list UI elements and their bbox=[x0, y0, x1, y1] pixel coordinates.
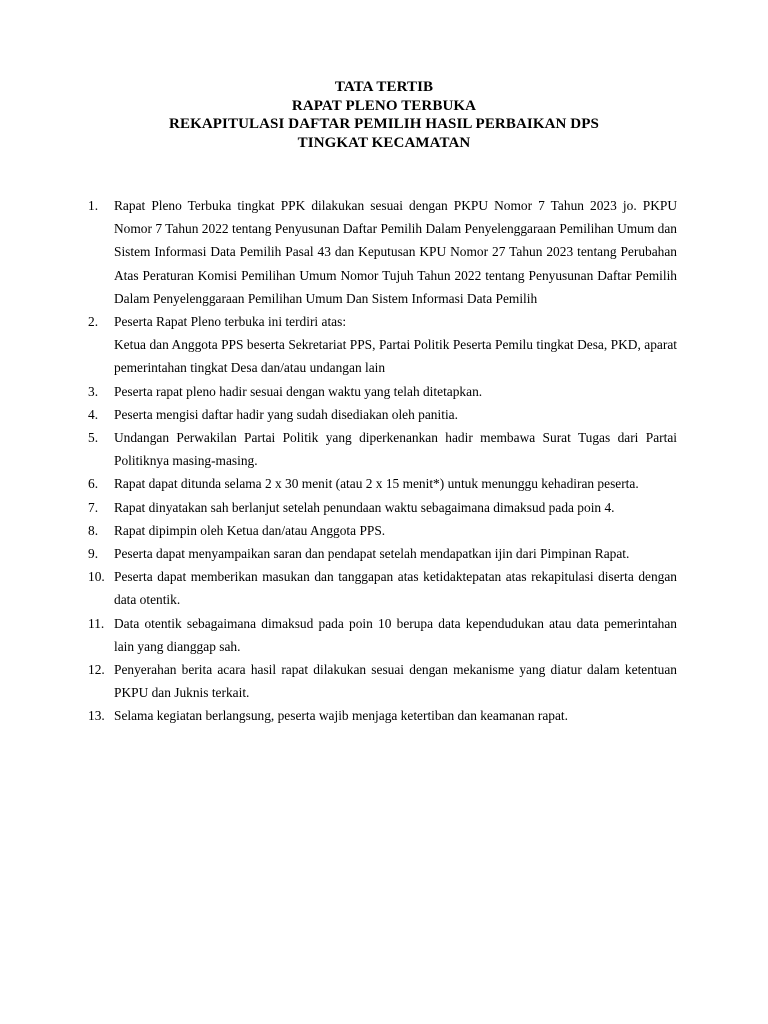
rule-item bbox=[88, 658, 677, 704]
rule-number: 6. bbox=[88, 476, 99, 492]
rule-item bbox=[88, 403, 677, 426]
rule-item bbox=[88, 612, 677, 658]
rule-number: 7. bbox=[88, 499, 99, 515]
rule-text: Peserta dapat memberikan masukan dan tanggapan atas ketidaktepatan atas rekapitulasi diserta dengan data otentik. bbox=[114, 569, 677, 608]
rule-number: 9. bbox=[88, 546, 99, 562]
rule-text: Undangan Perwakilan Partai Politik yang diperkenankan hadir membawa Surat Tugas dari Partai Politiknya masing-masing. bbox=[114, 430, 677, 469]
rule-text: Penyerahan berita acara hasil rapat dilakukan sesuai dengan mekanisme yang diatur dalam ketentuan PKPU dan Juknis terkait. bbox=[114, 662, 677, 701]
rule-number: 4. bbox=[88, 406, 99, 422]
rule-participants-text: Ketua dan Anggota PPS beserta Sekretariat PPS, Partai Politik Peserta Pemilu tingkat Desa, PKD, aparat pemerintahan tingkat Desa dan/atau undangan lain bbox=[114, 337, 677, 376]
rule-text: Selama kegiatan berlangsung, peserta wajib menjaga ketertiban dan keamanan rapat. bbox=[114, 708, 568, 724]
rule-text: Rapat Pleno Terbuka tingkat PPK dilakukan sesuai dengan PKPU Nomor 7 Tahun 2023 jo. PKPU Nomor 7 Tahun 2022 tentang Penyusunan Daftar Pemilih Dalam Penyelenggaraan Pemilihan Umum dan Sistem Informasi Data Pemilih Pasal 43 dan Keputusan KPU Nomor 27 Tahun 2023 tentang Perubahan Atas Peraturan Komisi Pemilihan Umum Nomor Tujuh Tahun 2022 tentang Penyusunan Daftar Pemilih Dalam Penyelenggaraan Pemilihan Umum Dan Sistem Informasi Data Pemilih bbox=[114, 198, 677, 306]
rule-item bbox=[88, 565, 677, 611]
title-line: TATA TERTIB bbox=[334, 79, 434, 95]
rule-item bbox=[88, 426, 677, 472]
rule-number: 2. bbox=[88, 314, 99, 330]
rule-text: Peserta Rapat Pleno terbuka ini terdiri atas: bbox=[114, 314, 347, 330]
rule-item bbox=[88, 519, 677, 542]
rule-item bbox=[88, 310, 677, 380]
rule-text: Peserta mengisi daftar hadir yang sudah disediakan oleh panitia. bbox=[114, 406, 458, 422]
title-line: REKAPITULASI DAFTAR PEMILIH HASIL PERBAIKAN DPS bbox=[169, 116, 599, 132]
rule-item bbox=[88, 704, 677, 727]
rule-number: 11. bbox=[88, 615, 105, 631]
rule-number: 8. bbox=[88, 522, 99, 538]
rule-text: Peserta dapat menyampaikan saran dan pendapat setelah mendapatkan ijin dari Pimpinan Rapat. bbox=[114, 546, 630, 562]
rule-item bbox=[88, 194, 677, 310]
rule-item bbox=[88, 496, 677, 519]
rule-number: 13. bbox=[88, 708, 105, 724]
document-title bbox=[0, 78, 768, 152]
rule-text: Rapat dapat ditunda selama 2 x 30 menit (atau 2 x 15 menit*) untuk menunggu kehadiran peserta. bbox=[114, 476, 639, 492]
rule-number: 12. bbox=[88, 662, 105, 678]
rule-item bbox=[88, 380, 677, 403]
rule-number: 1. bbox=[88, 198, 99, 213]
rule-text: Rapat dinyatakan sah berlanjut setelah penundaan waktu sebagaimana dimaksud pada poin 4. bbox=[114, 499, 615, 515]
title-line: RAPAT PLENO TERBUKA bbox=[291, 97, 477, 114]
rule-text: Peserta rapat pleno hadir sesuai dengan waktu yang telah ditetapkan. bbox=[114, 383, 483, 399]
rule-number: 10. bbox=[88, 569, 105, 585]
rule-text: Data otentik sebagaimana dimaksud pada poin 10 berupa data kependudukan atau data pemerintahan lain yang dianggap sah. bbox=[114, 615, 677, 654]
rule-item bbox=[88, 472, 677, 495]
rule-item bbox=[88, 542, 677, 565]
title-line: TINGKAT KECAMATAN bbox=[297, 134, 471, 151]
rule-text: Rapat dipimpin oleh Ketua dan/atau Anggota PPS. bbox=[114, 522, 386, 538]
rule-number: 3. bbox=[88, 383, 99, 399]
rule-number: 5. bbox=[88, 430, 99, 446]
rules-list bbox=[88, 194, 677, 728]
